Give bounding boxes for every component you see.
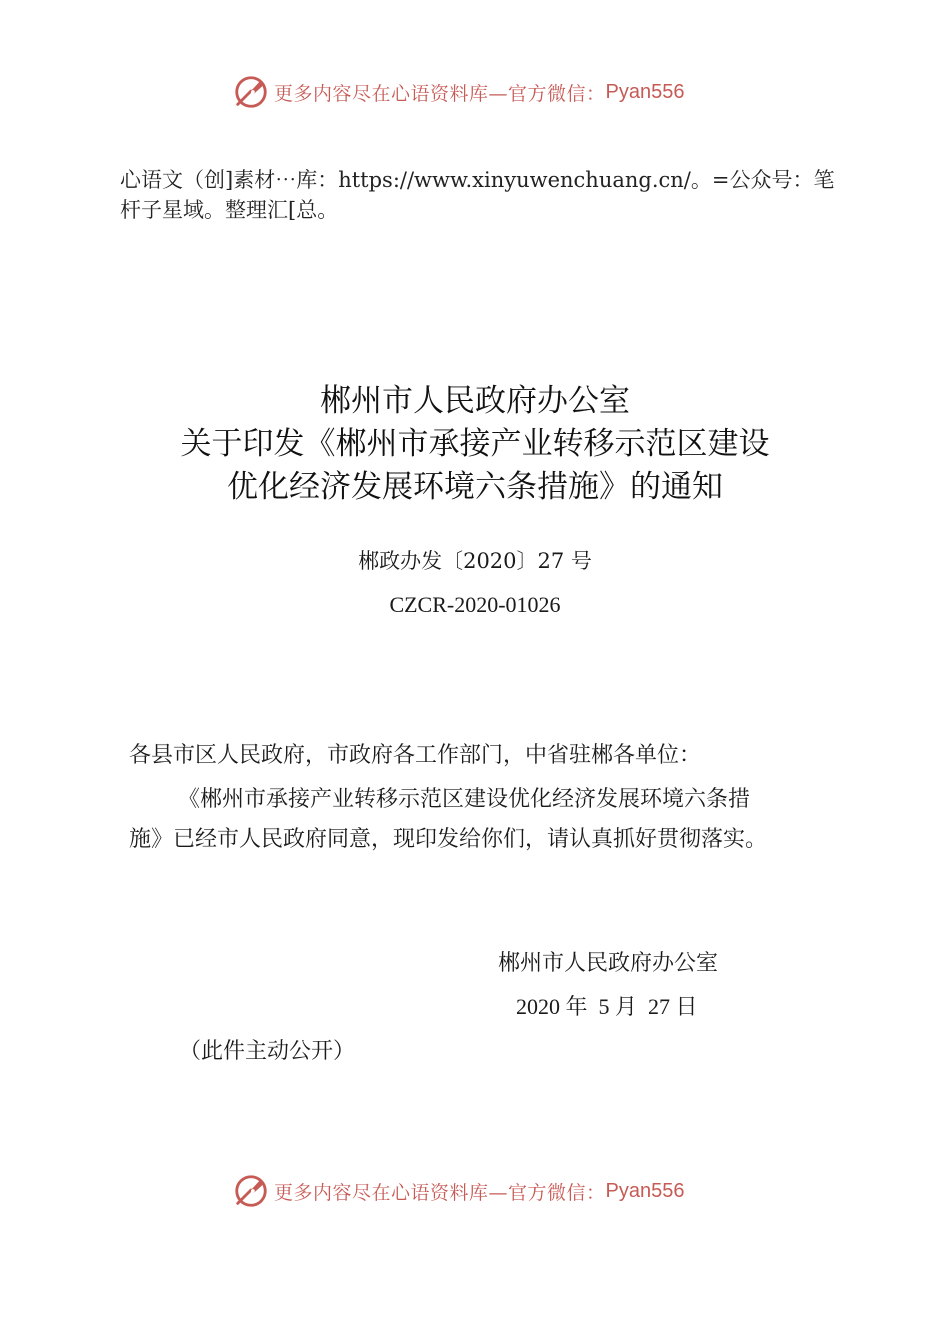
body-paragraph-line-1: 《郴州市承接产业转移示范区建设优化经济发展环境六条措 [178, 787, 751, 812]
document-title-line-3: 优化经济发展环境六条措施》的通知 [227, 469, 723, 505]
source-note: 心语文（创]素材⋯库：https://www.xinyuwenchuang.cn/。=公众号：笔杆子星域。整理汇[总。 [120, 168, 835, 222]
top-banner [232, 72, 684, 112]
issue-date: 2020 年 5 月 27 日 [516, 994, 698, 1019]
document-code: CZCR-2020-01026 [389, 592, 561, 617]
bottom-banner [232, 1171, 684, 1211]
addressee: 各县市区人民政府，市政府各工作部门，中省驻郴各单位： [129, 743, 702, 768]
banner-wechat-handle: Pyan556 [605, 80, 685, 103]
pen-nib-logo-icon [232, 73, 270, 111]
body-paragraph-line-2: 施》已经市人民政府同意，现印发给你们，请认真抓好贯彻落实。 [129, 827, 768, 852]
document-title-line-1: 郴州市人民政府办公室 [320, 383, 630, 419]
pen-nib-logo-icon [232, 1172, 270, 1210]
issuer-signature: 郴州市人民政府办公室 [498, 951, 719, 976]
banner-wechat-handle: Pyan556 [605, 1179, 685, 1202]
publicity-note: （此件主动公开） [179, 1039, 356, 1064]
banner-text: 更多内容尽在心语资料库—官方微信： [274, 82, 606, 105]
banner-text: 更多内容尽在心语资料库—官方微信： [274, 1181, 606, 1204]
document-number: 郴政办发〔2020〕27 号 [358, 549, 592, 573]
document-title-line-2: 关于印发《郴州市承接产业转移示范区建设 [180, 426, 770, 462]
